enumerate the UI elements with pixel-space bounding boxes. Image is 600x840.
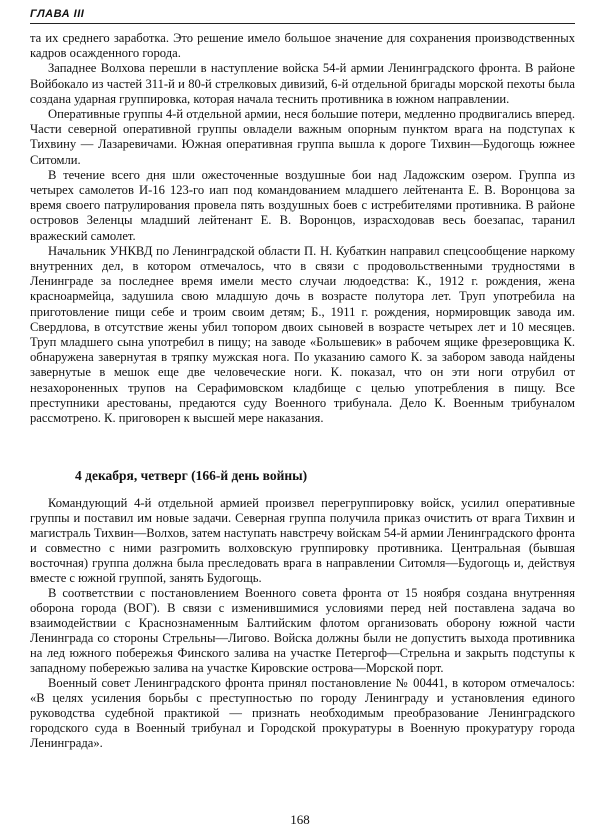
text-block-top (30, 31, 575, 426)
day-heading: 4 декабря, четверг (166-й день войны) (75, 468, 308, 484)
paragraph: Западнее Волхова перешли в наступление войска 54-й армии Ленинградского фронта. В районе Войбокало из частей 311-й и 80-й стрелковых дивизий, 6-й отдельной бригады морской пехоты была создана ударная группировка, которая начала теснить противника в южном направлении. (30, 61, 575, 106)
paragraph: Военный совет Ленинградского фронта принял постановление № 00441, в котором отмечалось: «В целях усиления борьбы с преступностью по городу Ленинграду и установления единого руководства судебной практикой — признать необходимым преобразование Ленинградского городского суда в Военный трибунал и Городской прокуратуры в Военную прокуратуру города Ленинграда». (30, 676, 575, 751)
text-block-bottom (30, 496, 575, 751)
running-header: ГЛАВА III (30, 8, 575, 24)
paragraph: та их среднего заработка. Это решение имело большое значение для сохранения производственных кадров осажденного города. (30, 31, 575, 61)
page-number: 168 (290, 812, 310, 827)
paragraph: Командующий 4-й отдельной армией произвел перегруппировку войск, усилил оперативные группы и поставил им новые задачи. Северная группа получила приказ очистить от врага Тихвин и магистраль Тихвин—Волхов, затем наступать навстречу войскам 54-й армии Ленинградского фронта и совместно с ними разгромить волховскую группировку противника. Центральная (бывшая восточная) группа должна была преследовать врага в направлении Ситомля—Будогощь и, действуя вместе с южной группой, занять Будогощь. (30, 496, 575, 586)
paragraph: Оперативные группы 4-й отдельной армии, неся большие потери, медленно продвигались вперед. Части северной оперативной группы овладели важным опорным пунктом врага на подступах к Тихвину — Лазаревичами. Южная оперативная группа вышла к дороге Тихвин—Будогощь южнее Ситомли. (30, 107, 575, 167)
paragraph: В течение всего дня шли ожесточенные воздушные бои над Ладожским озером. Группа из четырех самолетов И-16 123-го иап под командованием младшего лейтенанта Е. В. Воронцова за время своего патрулирования провела пять воздушных боев с истребителями противника. В районе островов Зеленцы младший лейтенант Е. В. Воронцов, израсходовав весь боезапас, таранил вражеский самолет. (30, 167, 575, 243)
book-page (30, 8, 575, 751)
paragraph: Начальник УНКВД по Ленинградской области П. Н. Кубаткин направил спецсообщение наркому внутренних дел, в котором отмечалось, что в связи с продовольственными трудностями в Ленинграде за последнее время имели место случаи людоедства: К., 1912 г. рождения, жена красноармейца, задушила свою младшую дочь в возрасте полутора лет. Труп употребила на приготовление пищи себе и троим своим детям; Б., 1911 г. рождения, нормировщик завода им. Свердлова, в отсутствие жены убил топором двоих сыновей в возрасте четырех лет и 10 месяцев. Труп младшего сына употребил в пищу; на заводе «Большевик» в рабочем ящике фрезеровщика К. обнаружена завернутая в тряпку мужская нога. По указанию самого К. за забором завода найдены завернутые в мешок еще две человеческие ноги. К. показал, что он эти ноги отрубил от незахороненных трупов на Серафимовском кладбище с целью употребления в пищу. Все преступники арестованы, предаются суду Военного трибунала. Дело К. Военным трибуналом рассмотрено. К. приговорен к высшей мере наказания. (30, 243, 575, 426)
paragraph: В соответствии с постановлением Военного совета фронта от 15 ноября создана внутренняя оборона города (ВОГ). В связи с изменившимися условиями перед ней поставлена задача во взаимодействии с Краснознаменным Балтийским флотом организовать оборону южной части Ленинграда со стороны Стрельны—Лигово. Войска должны были не допустить выхода противника на лед южного побережья Финского залива на участке Петергоф—Стрельна и закрыть подступы к западному побережью залива на участке Кировские острова—Морской порт. (30, 586, 575, 676)
